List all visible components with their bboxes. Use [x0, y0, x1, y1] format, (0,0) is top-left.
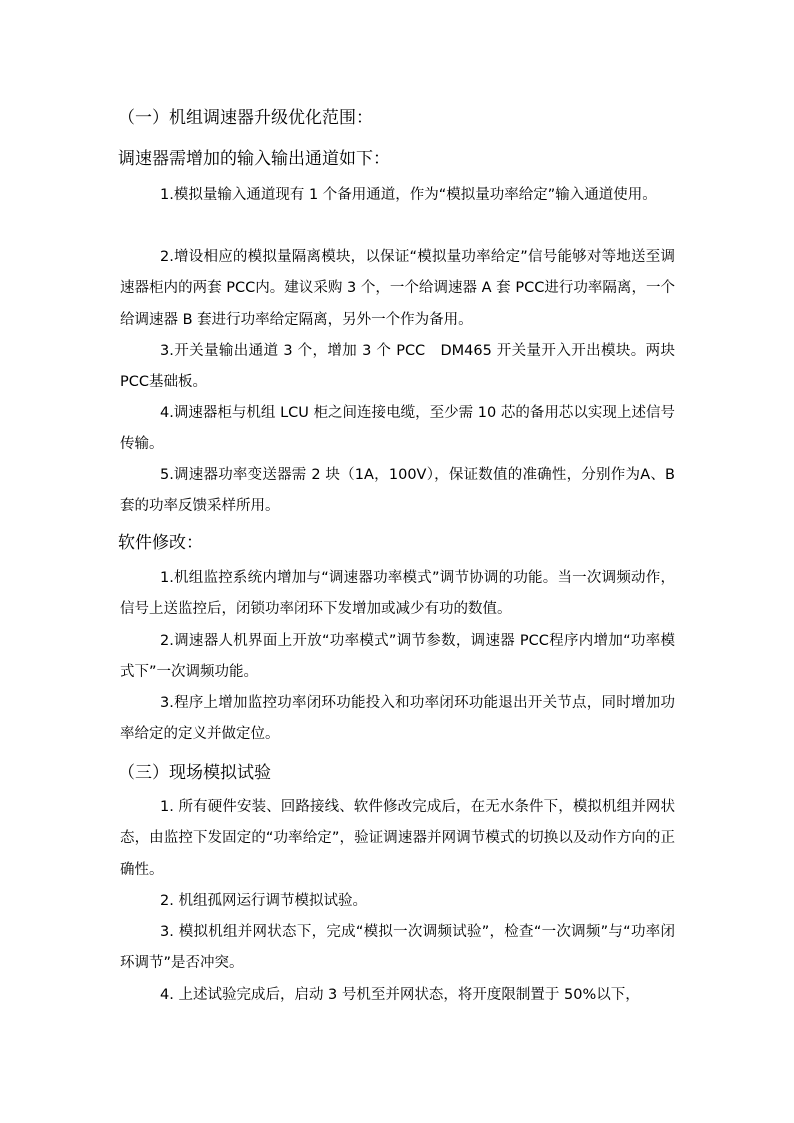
test-item-1: 1. 所有硬件安装、回路接线、软件修改完成后，在无水条件下，模拟机组并网状态，由监控下发固定的“功率给定”，验证调速器并网调节模式的切换以及动作方向的正确性。 [120, 799, 675, 878]
section-3-heading: （三）现场模拟试验 [118, 763, 271, 783]
test-item-2: 2. 机组孤网运行调节模拟试验。 [160, 893, 367, 909]
software-item-2: 2.调速器人机界面上开放“功率模式”调节参数，调速器 PCC程序内增加“功率模式下”一次调频功能。 [120, 633, 675, 681]
software-heading: 软件修改： [118, 533, 203, 553]
hardware-item-1: 1.模拟量输入通道现有 1 个备用通道，作为“模拟量功率给定”输入通道使用。 [160, 187, 657, 203]
software-item-3: 3.程序上增加监控功率闭环功能投入和功率闭环功能退出开关节点，同时增加功率给定的定义并做定位。 [120, 695, 675, 743]
io-channels-subheading: 调速器需增加的输入输出通道如下： [118, 149, 390, 169]
section-1-heading: （一）机组调速器升级优化范围： [118, 108, 373, 128]
hardware-item-4: 4.调速器柜与机组 LCU 柜之间连接电缆，至少需 10 芯的备用芯以实现上述信号传输。 [120, 405, 675, 453]
test-item-4: 4. 上述试验完成后，启动 3 号机至并网状态，将开度限制置于 50%以下， [160, 987, 640, 1003]
test-item-3: 3. 模拟机组并网状态下，完成“模拟一次调频试验”，检查“一次调频”与“功率闭环调节”是否冲突。 [120, 924, 675, 972]
hardware-item-2: 2.增设相应的模拟量隔离模块，以保证“模拟量功率给定”信号能够对等地送至调速器柜内的两套 PCC内。建议采购 3 个，一个给调速器 A 套 PCC进行功率隔离，一个给调速器 B 套进行功率给定隔离，另外一个作为备用。 [120, 249, 675, 328]
hardware-item-3: 3.开关量输出通道 3 个，增加 3 个 PCC DM465 开关量开入开出模块。两块 PCC基础板。 [120, 343, 675, 391]
hardware-item-5: 5.调速器功率变送器需 2 块（1A，100V），保证数值的准确性，分别作为A、B 套的功率反馈采样所用。 [120, 467, 675, 515]
software-item-1: 1.机组监控系统内增加与“调速器功率模式”调节协调的功能。当一次调频动作，信号上送监控后，闭锁功率闭环下发增加或减少有功的数值。 [120, 570, 675, 618]
